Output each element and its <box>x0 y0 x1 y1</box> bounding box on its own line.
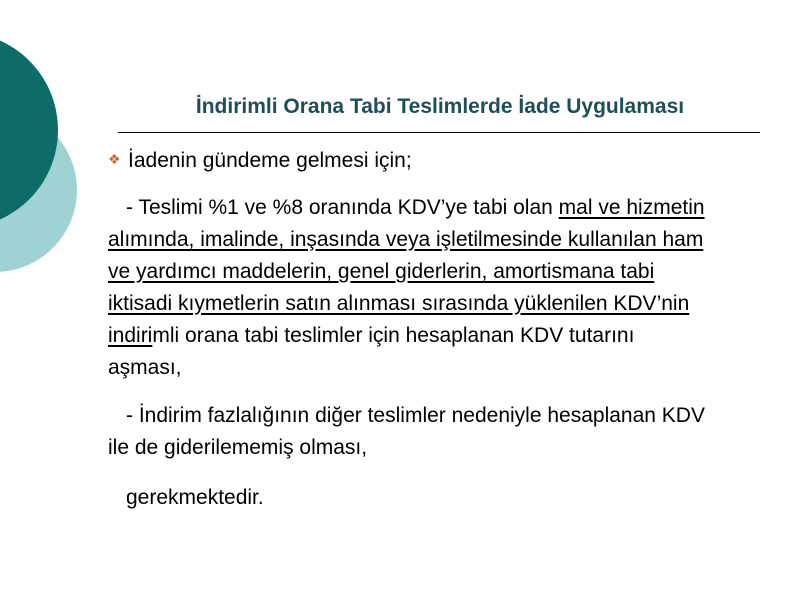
para1-line-5-plain: mli orana tabi teslimler için hesaplanan KDV tutarını <box>152 324 635 347</box>
condition-paragraph-2 <box>108 400 748 464</box>
bullet-item <box>108 144 412 176</box>
para1-line-1-underlined: mal ve hizmetin <box>558 196 705 219</box>
para1-line-2: alımında, imalinde, inşasında veya işletilmesinde kullanılan ham <box>108 228 704 251</box>
title-underline-rule <box>118 132 760 133</box>
para1-line-1-plain: - Teslimi %1 ve %8 oranında KDV’ye tabi olan <box>126 196 559 219</box>
para1-line-1 <box>108 192 748 224</box>
bullet-text: İadenin gündeme gelmesi için; <box>128 149 412 172</box>
para2-line-2: ile de giderilememiş olması, <box>108 436 368 459</box>
para1-line-4: iktisadi kıymetlerin satın alınması sırasında yüklenilen KDV’nin <box>108 292 690 315</box>
para1-line-3: ve yardımcı maddelerin, genel giderlerin, amortismana tabi <box>108 260 655 283</box>
para2-line-1: - İndirim fazlalığının diğer teslimler nedeniyle hesaplanan KDV <box>126 404 705 427</box>
para1-line-5 <box>108 320 748 352</box>
closing-text: gerekmektedir. <box>126 486 264 509</box>
closing-paragraph <box>108 482 748 514</box>
para1-line-6: aşması, <box>108 356 182 379</box>
diamond-bullet-icon: ❖ <box>108 151 121 167</box>
slide-title: İndirimli Orana Tabi Teslimlerde İade Uygulaması <box>195 95 685 118</box>
condition-paragraph-1 <box>108 192 748 384</box>
para1-line-5-underlined: indiri <box>108 324 153 347</box>
